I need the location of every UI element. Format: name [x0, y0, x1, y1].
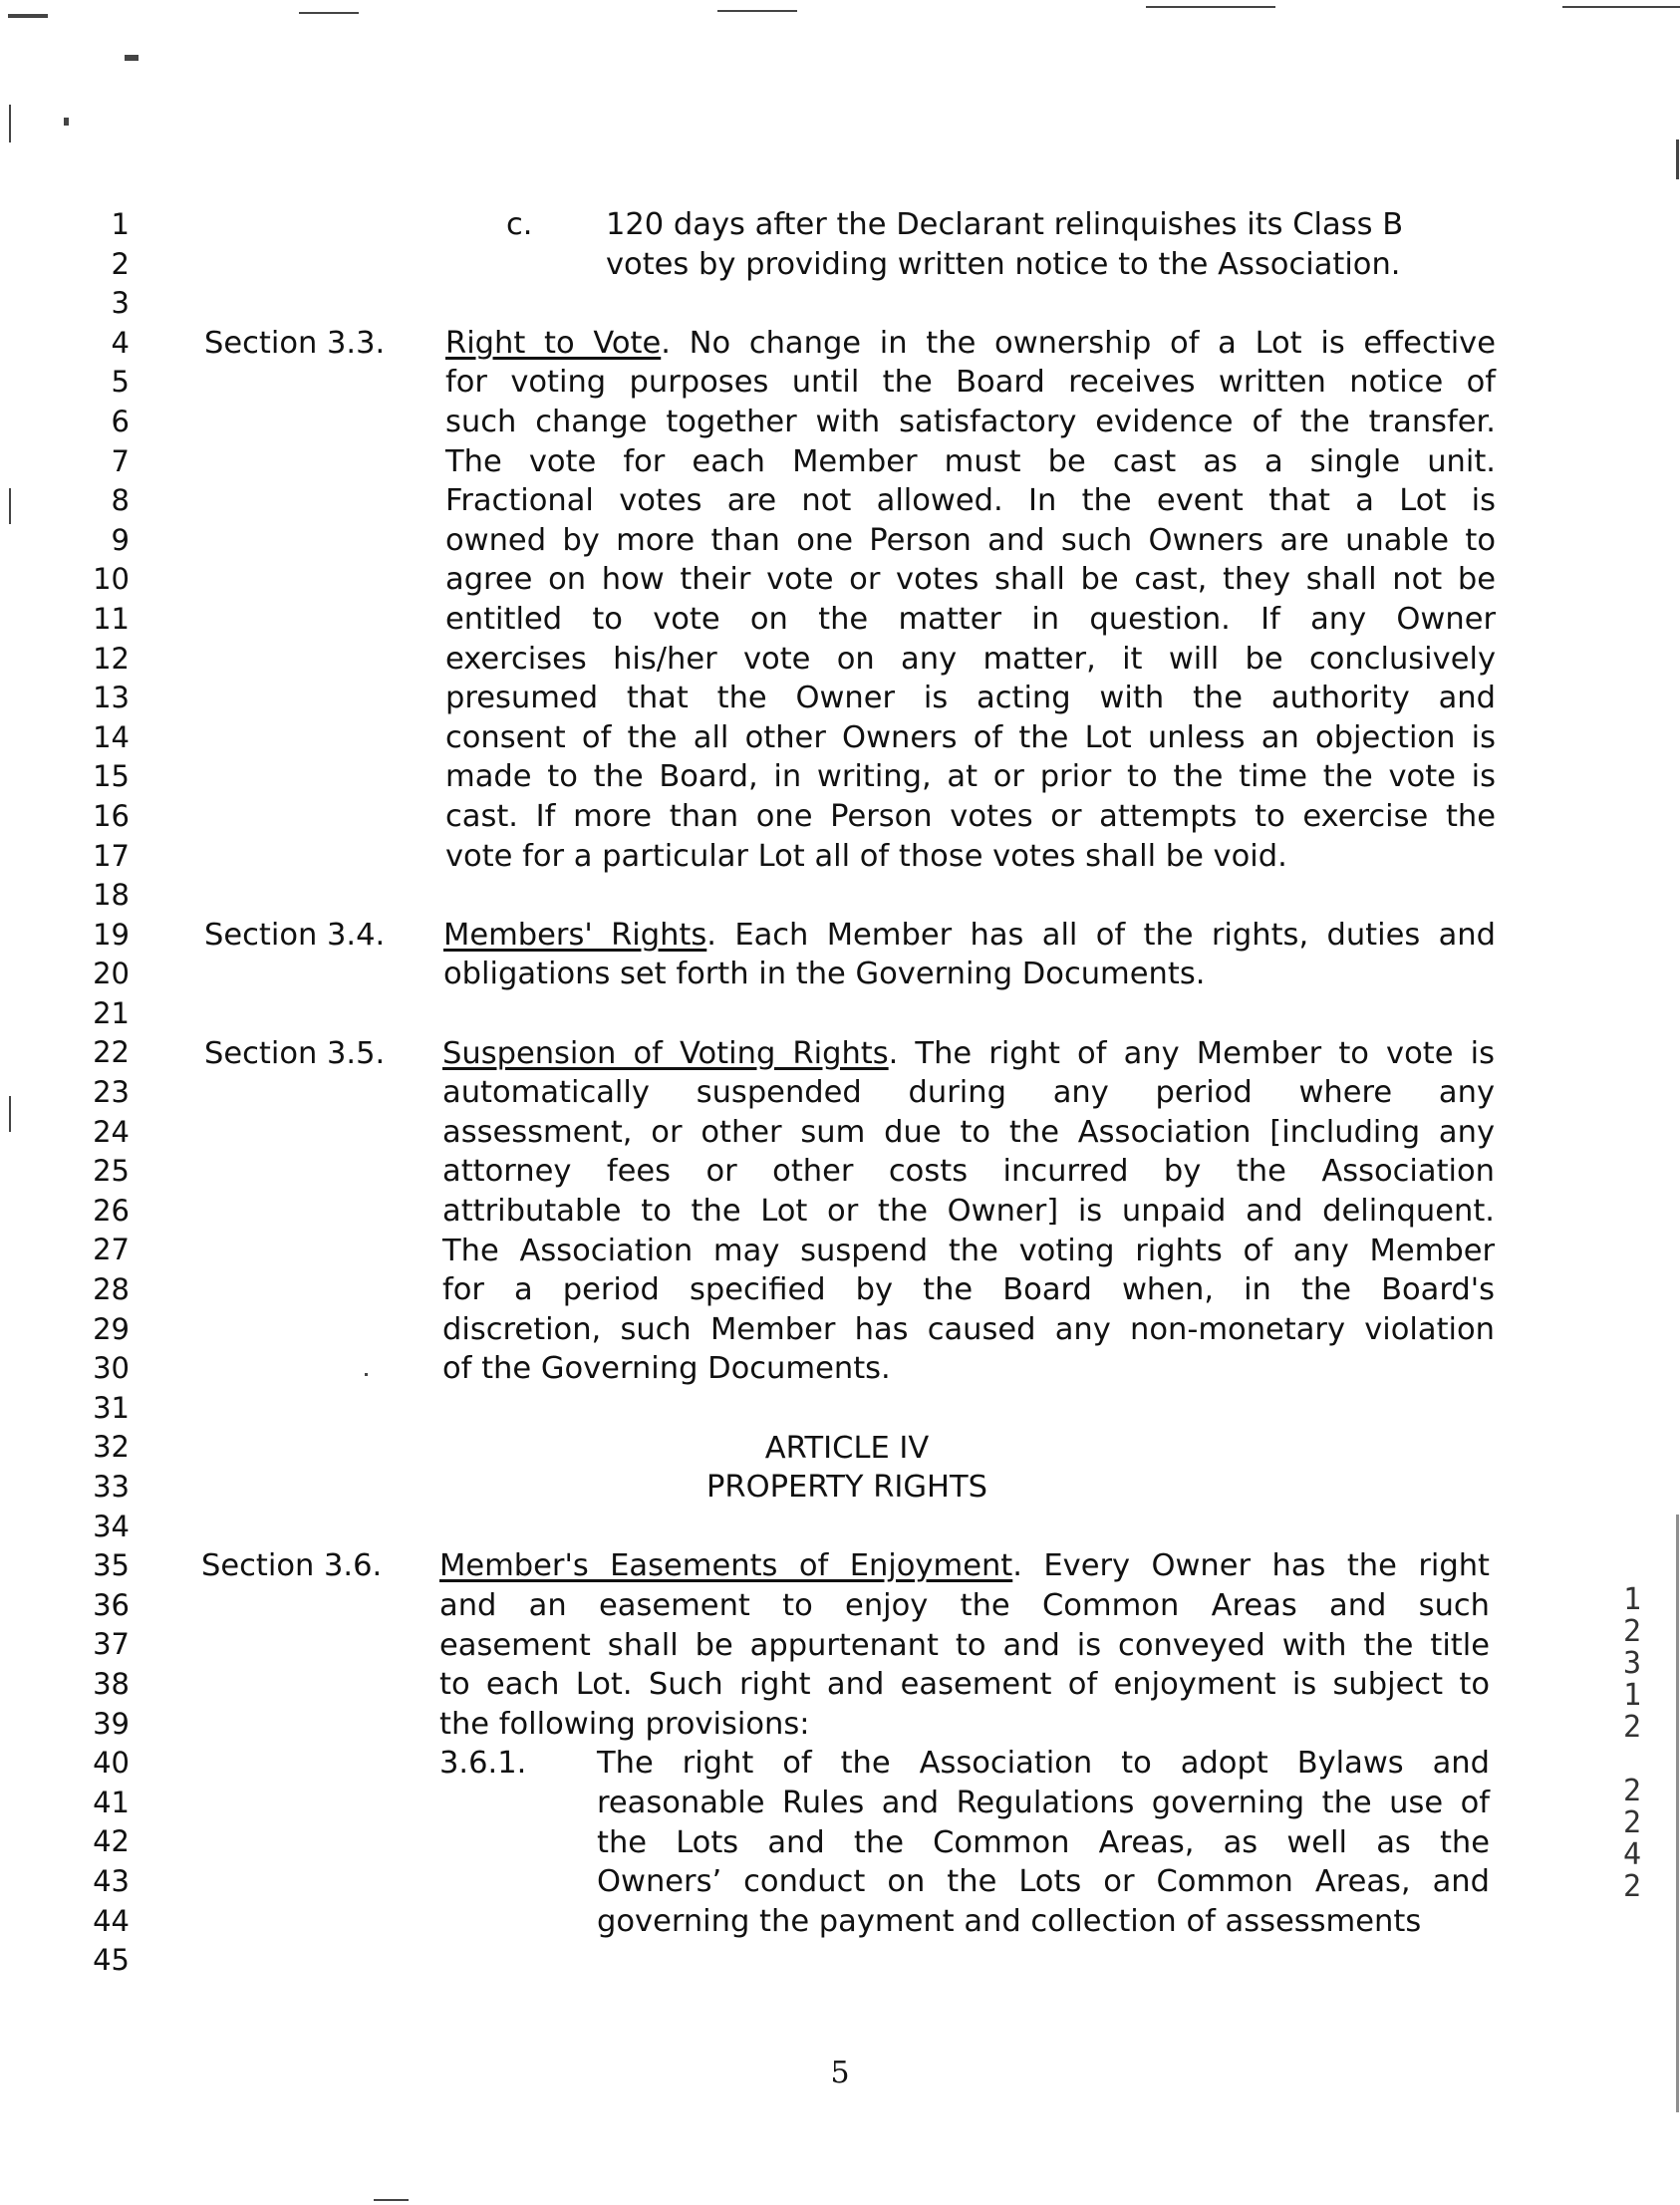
line-number: 13 — [93, 681, 130, 715]
scan-mark — [125, 55, 139, 61]
section-3-3-heading: Right to Vote — [445, 325, 662, 361]
section-3-3-body — [445, 324, 1496, 876]
line-number: 8 — [111, 483, 130, 518]
line-number: 37 — [93, 1627, 130, 1662]
scan-mark — [1676, 139, 1679, 179]
line-number: 10 — [93, 562, 130, 597]
scan-mark — [64, 118, 69, 126]
stamp-digit — [1612, 1744, 1652, 1776]
text-line: obligations set forth in the Governing Documents. — [443, 957, 1206, 992]
line-number-column — [70, 205, 130, 1981]
recording-number-stamp — [1612, 1584, 1652, 1903]
section-3-3-label: Section 3.3. — [204, 325, 386, 361]
text-line: governing the payment and collection of assessments — [597, 1903, 1422, 1939]
line-number: 26 — [93, 1193, 130, 1228]
line-number: 35 — [93, 1548, 130, 1583]
text-line: automatically suspended during any period where any — [442, 1075, 1495, 1111]
section-3-5-heading: Suspension of Voting Rights — [442, 1035, 889, 1071]
text-line: discretion, such Member has caused any non-monetary violation — [442, 1311, 1495, 1347]
text-line: easement shall be appurtenant to and is conveyed with the title — [439, 1627, 1490, 1663]
text-line: made to the Board, in writing, at or prior to the time the vote is — [445, 759, 1496, 795]
line-number: 4 — [111, 325, 130, 360]
text-line: consent of the all other Owners of the Lot unless an objection is — [445, 719, 1496, 755]
item-c-line: 120 days after the Declarant relinquishes its Class B — [606, 207, 1404, 242]
line-number: 5 — [111, 365, 130, 400]
text-line: reasonable Rules and Regulations governing the use of — [597, 1785, 1490, 1820]
line-number: 32 — [93, 1430, 130, 1465]
line-number: 29 — [93, 1311, 130, 1346]
text-line: assessment, or other sum due to the Association [including any — [442, 1114, 1495, 1150]
line-number: 21 — [93, 995, 130, 1030]
line-number: 44 — [93, 1903, 130, 1938]
line-number: 17 — [93, 838, 130, 873]
line-number: 12 — [93, 641, 130, 676]
text-line: for voting purposes until the Board receives written notice of — [445, 365, 1496, 401]
text-line: attributable to the Lot or the Owner] is unpaid and delinquent. — [442, 1193, 1495, 1229]
scan-mark — [365, 1373, 368, 1376]
text-line: The right of the Association to adopt Bylaws and — [597, 1746, 1490, 1782]
scan-mark — [9, 488, 11, 524]
line-number: 30 — [93, 1351, 130, 1386]
text-line: agree on how their vote or votes shall be cast, they shall not be — [445, 562, 1496, 598]
scan-mark — [717, 10, 797, 12]
text-line: and an easement to enjoy the Common Areas and such — [439, 1587, 1490, 1623]
stamp-digit: 2 — [1622, 1869, 1642, 1904]
section-3-5-first-line: Suspension of Voting Rights. The right of any Member to vote is — [442, 1035, 1495, 1071]
section-3-6-first-line: Member's Easements of Enjoyment. Every Owner has the right — [439, 1548, 1490, 1584]
section-3-5-label: Section 3.5. — [204, 1035, 386, 1071]
scan-mark — [374, 2199, 409, 2201]
line-number: 9 — [111, 522, 130, 557]
scan-mark — [9, 1096, 11, 1132]
text-line: the following provisions: — [439, 1706, 810, 1742]
line-number: 19 — [93, 917, 130, 952]
line-number: 42 — [93, 1824, 130, 1859]
section-3-5-body — [442, 1034, 1495, 1389]
line-number: 43 — [93, 1863, 130, 1898]
text-line: such change together with satisfactory evidence of the transfer. — [445, 404, 1496, 439]
text-line: attorney fees or other costs incurred by the Association — [442, 1154, 1495, 1190]
line-number: 15 — [93, 759, 130, 794]
line-number: 7 — [111, 443, 130, 478]
text-line: the Lots and the Common Areas, as well as the — [597, 1824, 1490, 1860]
section-3-4-first-line: Members' Rights. Each Member has all of the rights, duties and — [443, 917, 1496, 953]
stamp-digit: 2 — [1622, 1805, 1642, 1840]
text-line: The Association may suspend the voting rights of any Member — [442, 1233, 1495, 1268]
section-3-4-heading: Members' Rights — [443, 917, 707, 953]
line-number: 27 — [93, 1233, 130, 1267]
stamp-digit: 2 — [1622, 1774, 1642, 1808]
article-number: ARTICLE IV — [764, 1430, 930, 1466]
line-number: 2 — [111, 246, 130, 281]
stamp-digit: 4 — [1622, 1837, 1642, 1872]
line-number: 33 — [93, 1470, 130, 1504]
line-number: 16 — [93, 798, 130, 833]
line-number: 38 — [93, 1666, 130, 1701]
stamp-digit: 1 — [1622, 1582, 1642, 1617]
text-line: Fractional votes are not allowed. In the event that a Lot is — [445, 483, 1496, 519]
stamp-digit: 3 — [1622, 1646, 1642, 1681]
stamp-digit: 2 — [1622, 1710, 1642, 1745]
section-3-6-body — [439, 1546, 1490, 1744]
item-c-line: votes by providing written notice to the Association. — [606, 246, 1401, 282]
line-number: 25 — [93, 1154, 130, 1189]
line-number: 3 — [111, 286, 130, 321]
line-number: 22 — [93, 1035, 130, 1070]
scan-mark — [1146, 6, 1275, 8]
line-number: 40 — [93, 1746, 130, 1781]
page-number: 5 — [830, 2056, 850, 2090]
line-number: 18 — [93, 878, 130, 913]
scan-mark — [8, 14, 48, 18]
line-number: 11 — [93, 601, 130, 636]
scan-mark — [1676, 1515, 1679, 2112]
line-number: 41 — [93, 1785, 130, 1819]
text-line: entitled to vote on the matter in question. If any Owner — [445, 601, 1496, 637]
section-3-3-first-line: Right to Vote. No change in the ownership of a Lot is effective — [445, 325, 1496, 361]
line-number: 14 — [93, 719, 130, 754]
item-c-label: c. — [506, 207, 533, 242]
article-title: PROPERTY RIGHTS — [706, 1470, 987, 1506]
text-line: exercises his/her vote on any matter, it will be conclusively — [445, 641, 1496, 677]
line-number: 31 — [93, 1390, 130, 1425]
text-line: Owners’ conduct on the Lots or Common Areas, and — [597, 1864, 1490, 1900]
section-3-6-heading: Member's Easements of Enjoyment — [439, 1548, 1013, 1584]
line-number: 28 — [93, 1272, 130, 1307]
section-3-6-label: Section 3.6. — [201, 1548, 383, 1584]
stamp-digit: 1 — [1622, 1678, 1642, 1713]
scan-mark — [299, 12, 359, 14]
line-number: 6 — [111, 404, 130, 438]
subsection-3-6-1-label: 3.6.1. — [439, 1746, 527, 1782]
scan-mark — [9, 105, 11, 142]
stamp-digit: 2 — [1622, 1614, 1642, 1649]
line-number: 20 — [93, 957, 130, 991]
line-number: 39 — [93, 1706, 130, 1741]
text-line: of the Governing Documents. — [442, 1351, 891, 1387]
line-number: 24 — [93, 1114, 130, 1149]
line-number: 1 — [111, 207, 130, 241]
section-3-4-body — [443, 916, 1496, 994]
text-line: owned by more than one Person and such Owners are unable to — [445, 522, 1496, 558]
text-line: presumed that the Owner is acting with the authority and — [445, 681, 1496, 716]
text-line: The vote for each Member must be cast as a single unit. — [445, 443, 1496, 479]
text-line: vote for a particular Lot all of those votes shall be void. — [445, 838, 1287, 874]
text-line: cast. If more than one Person votes or attempts to exercise the — [445, 798, 1496, 834]
line-number: 23 — [93, 1075, 130, 1110]
line-number: 36 — [93, 1587, 130, 1622]
text-line: to each Lot. Such right and easement of enjoyment is subject to — [439, 1667, 1490, 1703]
scan-mark — [1562, 6, 1680, 8]
text-line: for a period specified by the Board when, in the Board's — [442, 1272, 1495, 1308]
line-number: 34 — [93, 1509, 130, 1543]
subsection-3-6-1-body — [597, 1744, 1490, 1941]
line-number: 45 — [93, 1943, 130, 1978]
section-3-4-label: Section 3.4. — [204, 917, 386, 953]
